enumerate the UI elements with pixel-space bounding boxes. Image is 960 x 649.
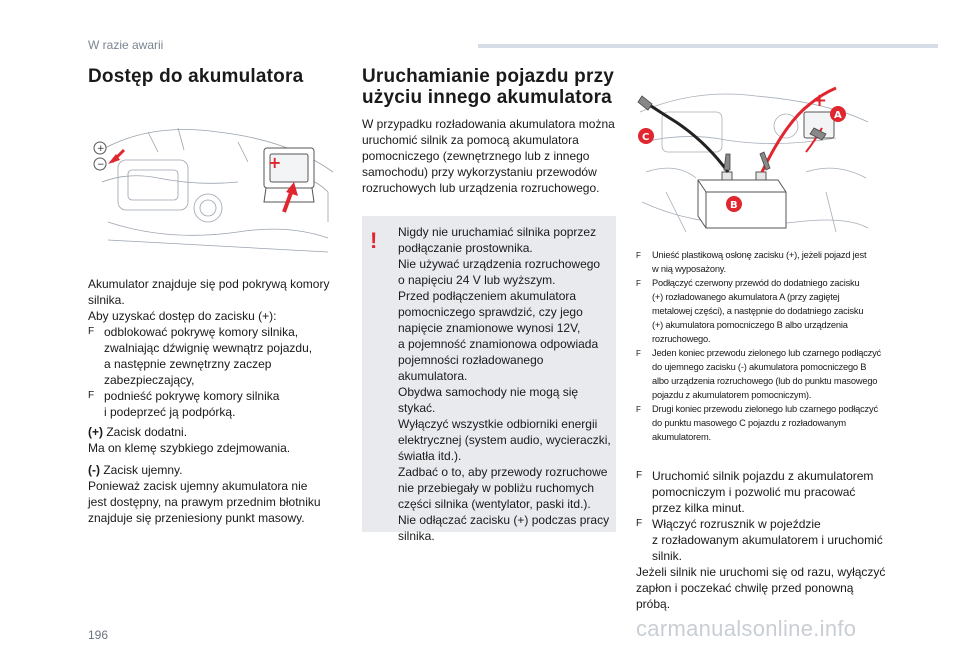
list-item: F podnieść pokrywę komory silnika i podeprzeć ją podpórką. xyxy=(88,389,280,419)
list-item: F Podłączyć czerwony przewód do dodatniego zacisku (+) rozładowanego akumulatora A (przy zagiętej metalowej części), a następnie do dodatniego zacisku (+) akumulatora pomocniczego B albo urządzenia rozruchowego. xyxy=(636,278,864,344)
header-divider-bar xyxy=(478,44,938,48)
list-item: F Włączyć rozrusznik w pojeździe z rozładowanym akumulatorem i uruchomić silnik. xyxy=(636,517,883,563)
jump-start-illustration xyxy=(636,82,872,242)
list-item: F Jeden koniec przewodu zielonego lub czarnego podłączyć do ujemnego zacisku (-) akumulatora pomocniczego B albo urządzenia rozruchowego (lub do punktu masowego pojazdu z akumulatorem pomocniczym). xyxy=(636,348,882,400)
warning-icon: ! xyxy=(370,228,378,253)
list-item: F Unieść plastikową osłonę zacisku (+), jeżeli pojazd jest w nią wyposażony. xyxy=(636,250,867,274)
engine-bay-illustration-left xyxy=(88,112,342,260)
positive-terminal-text: (+) Zacisk dodatni. Ma on klemę szybkiego zdejmowania. xyxy=(88,425,291,455)
section-title-battery-access: Dostęp do akumulatora xyxy=(88,66,304,87)
label-c: C xyxy=(642,132,650,143)
warning-text: Nigdy nie uruchamiać silnika poprzez podłączanie prostownika. Nie używać urządzenia rozruchowego o napięciu 24 V lub wyższym. Przed podłączeniem akumulatora pomocniczego sprawdzić, czy jego napięcie znamionowe wynosi 12V, a pojemność znamionowa odpowiada pojemności rozładowanego akumulatora. Obydwa samochody nie mogą się stykać. Wyłączyć wszystkie odbiorniki energii elektrycznej (system audio, wycieraczki, światła itd.). Zadbać o to, aby przewody rozruchowe nie przebiegały w pobliżu ruchomych części silnika (wentylator, paski itd.). Nie odłączać zacisku (+) podczas pracy silnika. xyxy=(398,225,611,543)
watermark: carmanualsonline.info xyxy=(636,616,857,641)
list-item: F Uruchomić silnik pojazdu z akumulatorem pomocniczym i pozwolić mu pracować przez kilka minut. xyxy=(636,469,874,515)
svg-text:−: − xyxy=(97,160,105,170)
list-item: F Drugi koniec przewodu zielonego lub czarnego podłączyć do punktu masowego C pojazdu z rozładowanym akumulatorem. xyxy=(636,404,878,442)
svg-text:+: + xyxy=(812,90,828,111)
label-b: B xyxy=(730,200,738,211)
start-steps: F Uruchomić silnik pojazdu z akumulatorem pomocniczym i pozwolić mu pracować przez kilka minut. F Włączyć rozrusznik w pojeździe z rozładowanym akumulatorem i uruchomić silnik. Jeżeli silnik nie uruchomi się od razu, wyłączyć zapłon i poczekać chwilę przed ponowną próbą. xyxy=(636,468,908,612)
battery-location-text: Akumulator znajduje się pod pokrywą komory silnika. Aby uzyskać dostęp do zacisku (+): F odblokować pokrywę komory silnika, zwalniając dźwignię wewnątrz pojazdu, a następnie zewnętrzny zaczep zabezpieczający, F podnieść pokrywę komory silnika i podeprzeć ją podpórką. xyxy=(88,276,348,420)
negative-terminal-text: (-) Zacisk ujemny. Ponieważ zacisk ujemny akumulatora nie jest dostępny, na prawym przednim błotniku znajduje się przeniesiony punkt masowy. xyxy=(88,463,321,525)
svg-text:+: + xyxy=(97,144,105,154)
list-item: F odblokować pokrywę komory silnika, zwalniając dźwignię wewnątrz pojazdu, a następnie zewnętrzny zaczep zabezpieczający, xyxy=(88,325,313,387)
label-a: A xyxy=(834,110,842,121)
section-title-jump-start: Uruchamianie pojazdu przy użyciu innego akumulatora xyxy=(362,66,615,108)
jump-start-intro-text: W przypadku rozładowania akumulatora można uruchomić silnik za pomocą akumulatora pomocniczego (zewnętrznego lub z innego samochodu) przy wykorzystaniu przewodów rozruchowych lub urządzenia rozruchowego. xyxy=(362,117,615,195)
warning-box xyxy=(362,216,616,543)
connection-steps xyxy=(636,248,908,444)
section-header: W razie awarii xyxy=(88,38,164,52)
svg-text:+: + xyxy=(268,153,282,172)
page-number: 196 xyxy=(88,628,109,642)
